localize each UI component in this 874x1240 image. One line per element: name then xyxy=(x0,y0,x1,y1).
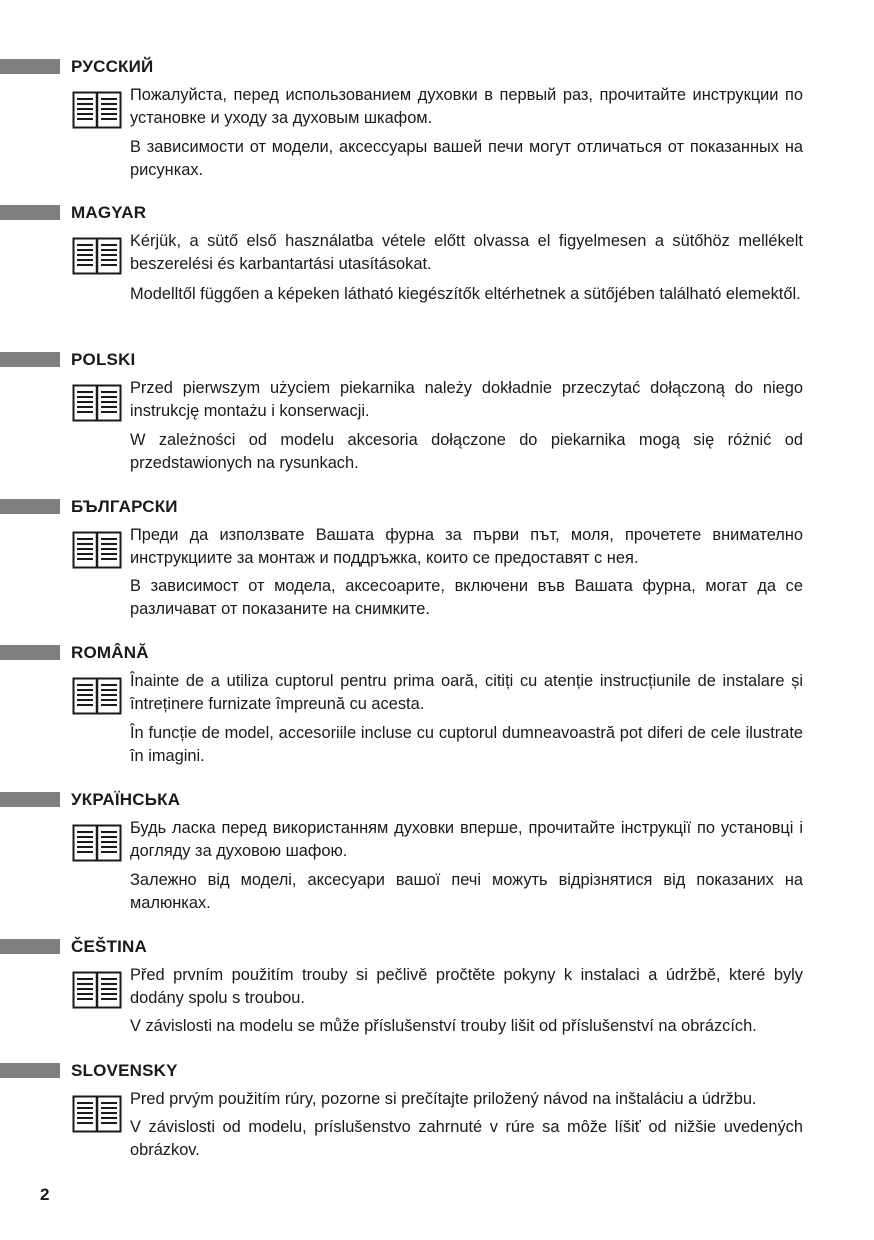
instruction-paragraph: Pred prvým použitím rúry, pozorne si prečítajte priložený návod na inštaláciu a údržbu. xyxy=(130,1090,757,1108)
accessories-note-paragraph: În funcție de model, accesoriile incluse cu cuptorul dumneavoastră pot diferi de cele ilustrate în imagini. xyxy=(130,724,803,765)
section-title: POLSKI xyxy=(71,350,136,369)
section-marker-bar xyxy=(0,792,60,807)
open-book-icon xyxy=(72,384,122,422)
accessories-note-paragraph: V závislosti od modelu, príslušenstvo zahrnuté v rúre sa môže líšiť od nižšie uvedených obrázkov. xyxy=(130,1118,803,1159)
section-title: РУССКИЙ xyxy=(71,57,154,76)
section-title: БЪЛГАРСКИ xyxy=(71,497,178,516)
accessories-note-paragraph: Modelltől függően a képeken látható kiegészítők eltérhetnek a sütőjében található elemektől. xyxy=(130,285,801,303)
section-marker-bar xyxy=(0,352,60,367)
section-title: ČEŠTINA xyxy=(71,937,148,956)
open-book-icon xyxy=(72,91,122,129)
section-title: УКРАЇНСЬКА xyxy=(71,790,181,809)
open-book-icon xyxy=(72,677,122,715)
open-book-icon xyxy=(72,824,122,862)
open-book-icon xyxy=(72,531,122,569)
section-marker-bar xyxy=(0,499,60,514)
section-title: MAGYAR xyxy=(71,203,147,222)
section-marker-bar xyxy=(0,205,60,220)
instruction-paragraph: Преди да използвате Вашата фурна за първи път, моля, прочетете внимателно инструкциите за монтаж и поддръжка, които се предоставят с нея. xyxy=(130,526,803,567)
instruction-paragraph: Před prvním použitím trouby si pečlivě pročtěte pokyny k instalaci a údržbě, které byly dodány spolu s troubou. xyxy=(130,966,803,1007)
instruction-paragraph: Kérjük, a sütő első használatba vétele előtt olvassa el figyelmesen a sütőhöz mellékelt beszerelési és karbantartási utasításokat. xyxy=(130,232,803,273)
accessories-note-paragraph: В зависимост от модела, аксесоарите, включени във Вашата фурна, могат да се различават от показаните на снимките. xyxy=(130,577,803,618)
section-marker-bar xyxy=(0,59,60,74)
section-marker-bar xyxy=(0,645,60,660)
accessories-note-paragraph: Залежно від моделі, аксесуари вашої печі можуть відрізнятися від показаних на малюнках. xyxy=(130,871,803,912)
page-number: 2 xyxy=(40,1185,50,1204)
accessories-note-paragraph: В зависимости от модели, аксессуары вашей печи могут отличаться от показанных на рисунках. xyxy=(130,138,803,179)
section-title: ROMÂNĂ xyxy=(71,643,149,662)
accessories-note-paragraph: V závislosti na modelu se může příslušenství trouby lišit od příslušenství na obrázcích. xyxy=(130,1017,757,1035)
section-marker-bar xyxy=(0,1063,60,1078)
instruction-paragraph: Înainte de a utiliza cuptorul pentru prima oară, citiți cu atenție instrucțiunile de instalare și întreținere furnizate împreună cu acesta. xyxy=(130,672,803,713)
section-title: SLOVENSKY xyxy=(71,1061,178,1080)
open-book-icon xyxy=(72,1095,122,1133)
open-book-icon xyxy=(72,971,122,1009)
section-marker-bar xyxy=(0,939,60,954)
instruction-paragraph: Будь ласка перед використанням духовки вперше, прочитайте інструкції по установці і догляду за духовою шафою. xyxy=(130,819,803,860)
instruction-paragraph: Пожалуйста, перед использованием духовки в первый раз, прочитайте инструкции по установке и уходу за духовым шкафом. xyxy=(130,86,803,127)
open-book-icon xyxy=(72,237,122,275)
instruction-paragraph: Przed pierwszym użyciem piekarnika należy dokładnie przeczytać dołączoną do niego instrukcję montażu i konserwacji. xyxy=(130,379,803,420)
accessories-note-paragraph: W zależności od modelu akcesoria dołączone do piekarnika mogą się różnić od przedstawionych na rysunkach. xyxy=(130,431,803,472)
